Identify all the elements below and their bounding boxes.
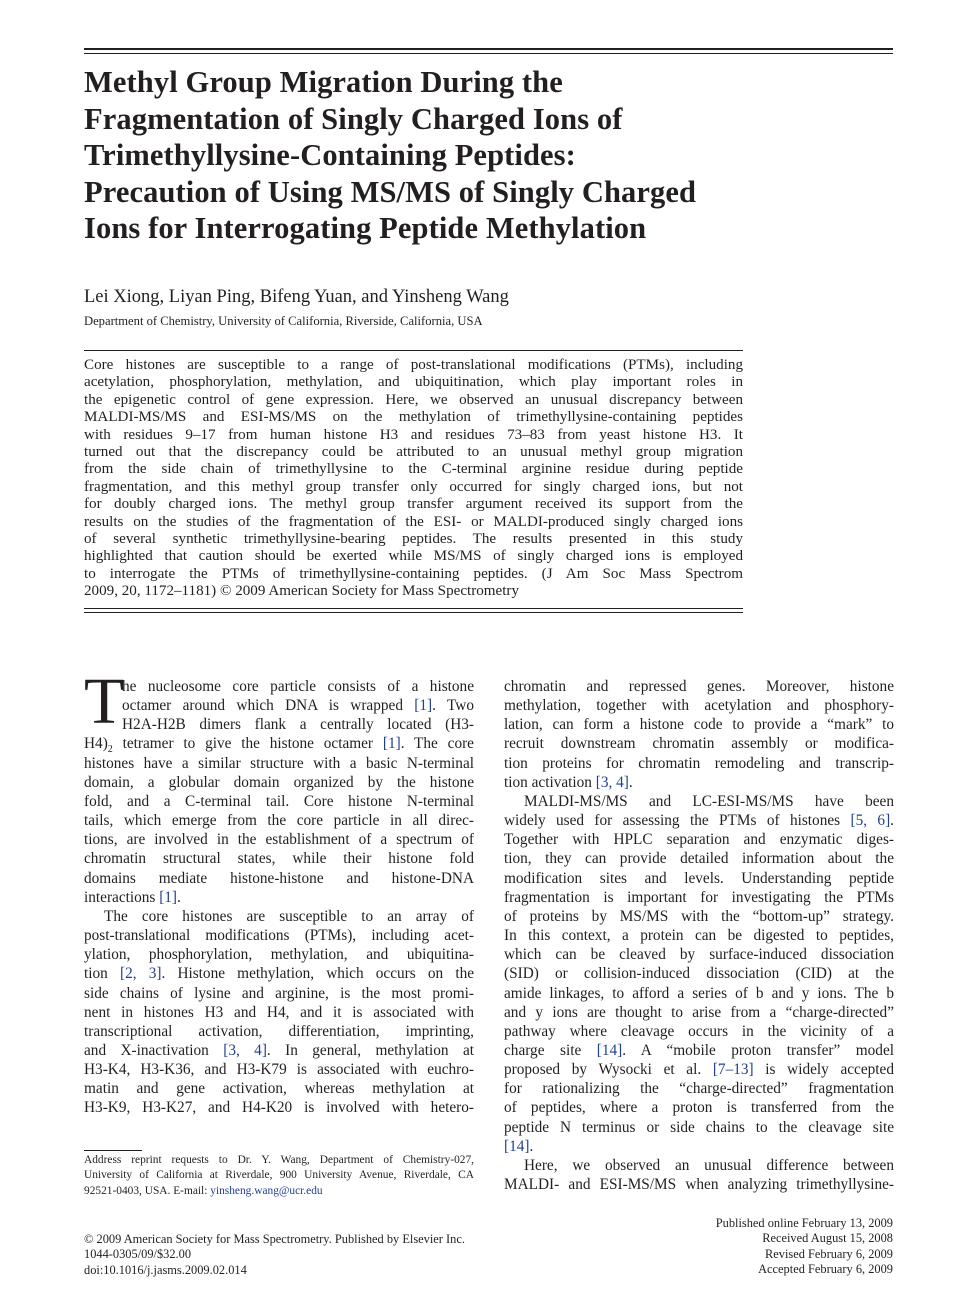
footnote-rule [84,1150,142,1151]
body-text-line: (SID) or collision-induced dissociation (CID) at the [504,965,894,983]
body-text-line: domains mediate histone-histone and histone-DNA [84,869,474,887]
body-text-line: The core histones are susceptible to an array of [104,907,474,925]
author-list: Lei Xiong, Liyan Ping, Bifeng Yuan, and Yinsheng Wang [84,287,509,307]
title-line: Precaution of Using MS/MS of Singly Charged [84,174,697,209]
abstract-line: results on the studies of the fragmentation of the ESI- or MALDI-produced singly charged ions [84,513,743,530]
text-run: widely used for assessing the PTMs of histones [504,812,851,830]
text-run: tion activation [504,773,596,791]
body-text-line: In this context, a protein can be digested to peptides, [504,927,894,945]
body-text-line: pathway where cleavage occurs in the vicinity of a [504,1022,894,1040]
abstract-line: acetylation, phosphorylation, methylation, and ubiquitination, which play important roles in [84,374,743,391]
citation-link[interactable]: [1] [414,697,433,715]
body-text-line [84,964,474,983]
body-text-line: MALDI-MS/MS and LC-ESI-MS/MS have been [524,792,894,810]
text-run: . In general, methylation at [266,1041,474,1059]
abstract-top-rule [84,350,743,351]
body-text-line [84,1041,474,1060]
body-text-line: H3-K4, H3-K36, and H3-K79 is associated with euchro- [84,1061,474,1079]
body-text-line: side chains of lysine and arginine, is the most promi- [84,984,474,1002]
body-text-line: nent in histones H3 and H4, and it is associated with [84,1003,474,1021]
body-text-line: chromatin and repressed genes. Moreover, histone [504,678,894,695]
text-run: interactions [84,888,160,906]
subscript: 2 [107,744,113,756]
text-run: tion [84,965,120,983]
body-text-line [84,696,474,715]
text-run: charge site [504,1041,597,1059]
abstract-line: of several synthetic trimethyllysine-bearing peptides. The results presented in this study [84,530,743,547]
doi-line: doi:10.1016/j.jasms.2009.02.014 [84,1262,247,1277]
top-rule-thin [84,53,893,54]
article-title [84,64,784,247]
revised-date: Revised February 6, 2009 [764,1246,893,1261]
body-text-line: recruit downstream chromatin assembly or modifica- [504,735,894,753]
body-text-line: tions, are involved in the establishment of a spectrum of [84,831,474,849]
title-line: Methyl Group Migration During the [84,65,563,99]
copyright-line: © 2009 American Society for Mass Spectrometry. Published by Elsevier Inc. [84,1232,465,1246]
body-text-line: fold, and a C-terminal tail. Core histone N-terminal [84,792,474,810]
body-text-line: matin and gene activation, whereas methylation at [84,1080,474,1098]
abstract-line: the epigenetic control of gene expression. Here, we observed an unusual discrepancy between [84,391,743,408]
body-text-line: domain, a globular domain organized by the histone [84,773,474,791]
abstract-line: 2009, 20, 1172–1181) © 2009 American Society for Mass Spectrometry [84,583,519,600]
body-text-line: chromatin structural states, while their histone fold [84,850,474,868]
abstract-line: from the side chain of trimethyllysine to the C-terminal arginine residue during peptide [84,461,743,478]
body-text-line [84,888,474,907]
text-run: and X-inactivation [84,1041,224,1059]
body-text-line [504,1060,894,1079]
abstract-line: Core histones are susceptible to a range of post-translational modifications (PTMs), including [84,357,743,373]
body-text-line: ylation, phosphorylation, methylation, and ubiquitina- [84,946,474,964]
drop-cap: T [84,665,125,738]
copyright-block [84,1232,465,1278]
footnote-line: University of California at Riverdale, 900 University Avenue, Riverdale, CA [84,1169,474,1182]
body-column-left [84,677,474,1118]
text-run: . Histone methylation, which occurs on the [161,965,475,983]
text-run: . [177,888,181,906]
text-run: . A “mobile proton transfer” model [622,1041,894,1059]
citation-link[interactable]: [3, 4] [595,773,629,791]
body-text-line: Together with HPLC separation and enzymatic diges- [504,831,894,849]
body-text-line: methylation, together with acetylation and phosphory- [504,697,894,715]
footnote-line [84,1184,474,1199]
text-run: . The core [400,735,474,753]
accepted-date: Accepted February 6, 2009 [758,1261,893,1276]
body-text-line: peptide N terminus or side chains to the cleavage site [504,1118,894,1136]
text-run: . [628,773,633,791]
body-text-line: for rationalizing the “charge-directed” fragmentation [504,1080,894,1098]
body-text-line: which can be cleaved by surface-induced dissociation [504,946,894,964]
text-run: . [529,1137,534,1155]
abstract-bottom-rule [84,608,743,609]
citation-link[interactable]: [1] [159,888,178,906]
citation-link[interactable]: [2, 3] [119,965,162,983]
body-text-line [504,1041,894,1060]
citation-link[interactable]: [7–13] [712,1061,754,1079]
body-text-line [84,734,474,756]
publication-dates [716,1216,893,1277]
abstract-line: MALDI-MS/MS and ESI-MS/MS on the methylation of trimethyllysine-containing peptides [84,409,743,426]
correspondence-footnote [84,1153,474,1199]
abstract-line: to interrogate the PTMs of trimethyllysine-containing peptides. (J Am Soc Mass Spectrom [84,565,743,582]
text-run: . [890,812,894,830]
abstract-line: fragmentation, and this methyl group transfer only occurred for singly charged ions, but not [84,478,743,495]
text-run: octamer around which DNA is wrapped [122,697,415,715]
body-text-line: tion proteins for chromatin remodeling and transcrip- [504,754,894,772]
body-text-line: Here, we observed an unusual difference between [524,1156,894,1174]
abstract [84,357,743,600]
body-text-line: tails, which emerge from the core particle in all direc- [84,812,474,830]
citation-link[interactable]: [1] [382,735,401,753]
text-run: . Two [432,697,474,715]
body-text-line: tion, they can provide detailed information about the [504,850,894,868]
received-date: Received August 15, 2008 [762,1231,893,1246]
abstract-line: turned out that the discrepancy could be attributed to an unusual methyl group migration [84,443,743,460]
citation-link[interactable]: [14] [596,1041,623,1059]
body-text-line: of peptides, where a proton is transferred from the [504,1099,894,1117]
citation-link[interactable]: [14] [504,1137,530,1155]
footnote-line: Address reprint requests to Dr. Y. Wang, Department of Chemistry-027, [84,1154,474,1166]
body-text-line: lation, can form a histone code to provide a “mark” to [504,716,894,734]
body-text-line: he nucleosome core particle consists of a histone [122,678,474,695]
footnote-text: 92521-0403, USA. E-mail: [84,1184,211,1197]
body-column-right [504,677,894,1194]
text-run: tetramer to give the histone octamer [112,735,383,753]
email-link[interactable]: yinsheng.wang@ucr.edu [210,1184,323,1197]
abstract-line: with residues 9–17 from human histone H3 and residues 73–83 from yeast histone H3. It [84,426,743,443]
text-run: proposed by Wysocki et al. [504,1061,713,1079]
abstract-line: for doubly charged ions. The methyl group transfer argument received its support from the [84,496,743,513]
body-text-line [504,811,894,830]
body-text-line: modification sites and levels. Understanding peptide [504,869,894,887]
text-run: is widely accepted [753,1061,894,1079]
published-online: Published online February 13, 2009 [715,1216,893,1230]
citation-link[interactable]: [5, 6] [850,812,891,830]
body-text-line: post-translational modifications (PTMs), including acet- [84,927,474,945]
body-text-line: H2A-H2B dimers flank a centrally located (H3- [122,716,474,734]
top-rule-thick [84,48,893,50]
title-line: Fragmentation of Singly Charged Ions of [84,101,623,136]
body-text-line: of proteins by MS/MS with the “bottom-up” strategy. [504,907,894,925]
body-text-line [504,1137,894,1156]
affiliation: Department of Chemistry, University of California, Riverside, California, USA [84,314,483,328]
body-text-line: fragmentation is important for investigating the PTMs [504,888,894,906]
citation-link[interactable]: [3, 4] [223,1041,267,1059]
issn-line: 1044-0305/09/$32.00 [84,1247,192,1262]
body-text-line: and y ions are thought to arise from a “charge-directed” [504,1003,894,1021]
body-text-line: histones have a similar structure with a basic N-terminal [84,754,474,772]
abstract-bottom-rule-2 [84,612,743,613]
title-line: Ions for Interrogating Peptide Methylation [84,211,647,245]
body-text-line: H3-K9, H3-K27, and H4-K20 is involved with hetero- [84,1099,474,1117]
body-text-line: amide linkages, to afford a series of b and y ions. The b [504,984,894,1002]
body-text-line: transcriptional activation, differentiation, imprinting, [84,1022,474,1040]
body-text-line [504,773,894,792]
abstract-line: highlighted that caution should be exerted while MS/MS of singly charged ions is employed [84,548,743,565]
body-text-line: MALDI- and ESI-MS/MS when analyzing trimethyllysine- [504,1176,894,1194]
text-run: H4) [84,735,108,753]
title-line: Trimethyllysine-Containing Peptides: [84,138,576,172]
